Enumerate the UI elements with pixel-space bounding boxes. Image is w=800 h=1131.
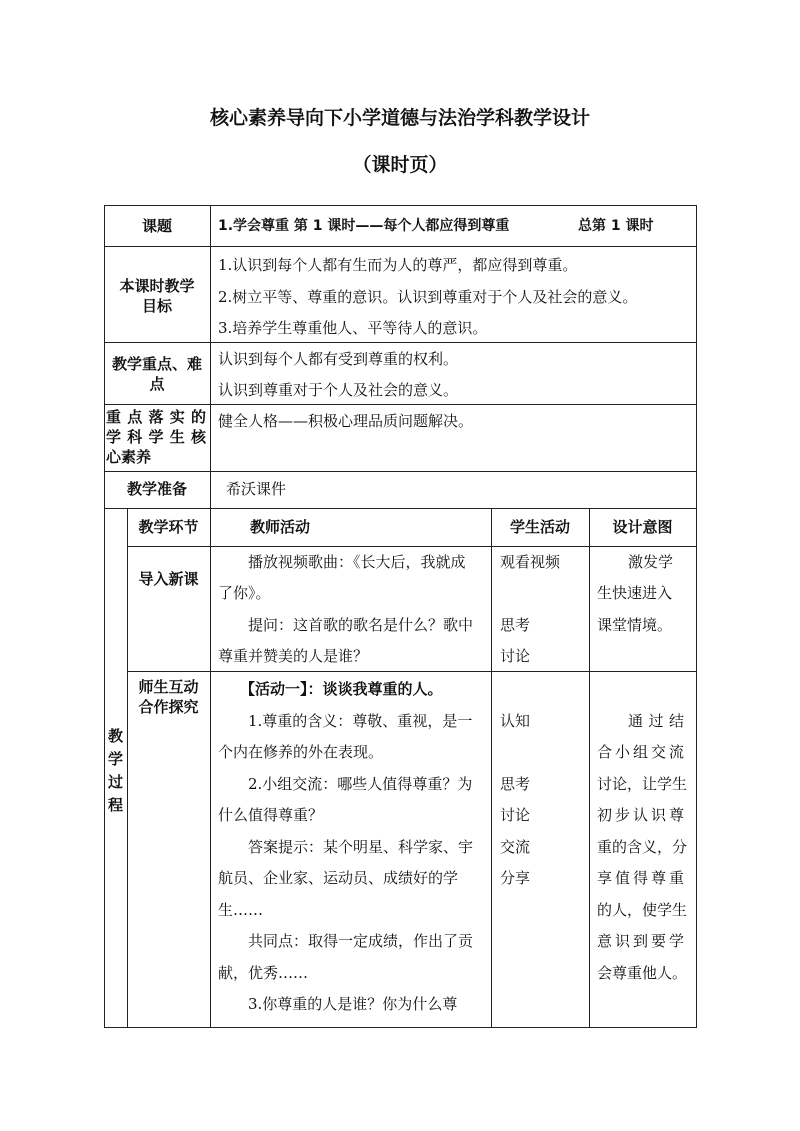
explore-intent-8: 意识到要学 [597,932,684,950]
explore-intent-4: 初步认识尊 [597,806,684,824]
intro-teacher-line-3: 提问：这首歌的歌名是什么？歌中 [248,616,474,634]
explore-teacher-line-1: 1.尊重的含义：尊敬、重视，是一 [248,712,473,730]
explore-teacher-line-7: 生…… [218,901,264,919]
intro-student-3: 讨论 [500,647,531,665]
explore-student-5: 分享 [500,869,531,887]
preparation-value: 希沃课件 [226,480,287,498]
intro-teacher-line-1: 播放视频歌曲：《长大后，我就成 [248,553,466,571]
explore-student-1: 认知 [500,712,531,730]
intro-intent-2: 生快速进入 [597,584,673,602]
intro-intent-3: 课堂情境。 [597,616,673,634]
explore-student-3: 讨论 [500,806,531,824]
header-design-intent: 设计意图 [612,518,673,536]
document-subtitle: （课时页） [352,154,448,176]
explore-intent-2: 合小组交流 [597,743,684,761]
explore-student-2: 思考 [500,775,531,793]
document-title: 核心素养导向下小学道德与法治学科教学设计 [209,107,590,129]
explore-intent-5: 重的含义，分 [597,838,688,856]
intro-teacher-line-2: 了你》。 [218,584,271,602]
explore-intent-1: 通过结 [628,712,684,730]
header-student-activity: 学生活动 [509,518,570,536]
explore-teacher-line-3: 2.小组交流：哪些人值得尊重？为 [248,775,473,793]
explore-intent-6: 享值得尊重 [597,869,684,887]
header-stage: 教学环节 [138,518,199,536]
explore-intent-3: 讨论，让学生 [597,775,688,793]
activity-one-title: 【活动一】：谈谈我尊重的人。 [240,680,443,698]
intro-student-2: 思考 [500,616,531,634]
intro-teacher-line-4: 尊重并赞美的人是谁？ [218,647,369,665]
explore-teacher-line-2: 个内在修养的外在表现。 [218,743,384,761]
core-literacy-value: 健全人格——积极心理品质问题解决。 [218,412,474,430]
stage-explore: 师生互动 合作探究 [138,678,199,716]
topic-total: 总第 1 课时 [578,218,654,234]
explore-teacher-line-9: 献，优秀…… [218,964,309,982]
key-point-1: 认识到每个人都有受到尊重的权利。 [218,350,459,368]
intro-intent-1: 激发学 [628,553,674,571]
preparation-label: 教学准备 [126,480,187,498]
header-teacher-activity: 教师活动 [250,518,311,536]
stage-intro: 导入新课 [138,570,199,588]
goal-2: 2.树立平等、尊重的意识。认识到尊重对于个人及社会的意义。 [218,288,638,306]
explore-teacher-line-4: 什么值得尊重？ [218,806,324,824]
topic-value: 1.学会尊重 第 1 课时——每个人都应得到尊重 [218,218,510,234]
goal-1: 1.认识到每个人都有生而为人的尊严，都应得到尊重。 [218,256,578,274]
intro-student-1: 观看视频 [500,553,561,571]
explore-teacher-line-10: 3.你尊重的人是谁？你为什么尊 [248,995,458,1013]
goals-label: 本课时教学 目标 [119,277,195,315]
explore-teacher-line-5: 答案提示：某个明星、科学家、宇 [248,838,474,856]
teaching-process-label: 教 学 过 程 [107,727,123,814]
explore-teacher-line-8: 共同点：取得一定成绩，作出了贡 [248,932,474,950]
explore-student-4: 交流 [500,838,531,856]
explore-intent-9: 会尊重他人。 [597,964,688,982]
goal-3: 3.培养学生尊重他人、平等待人的意识。 [218,319,488,337]
core-literacy-label: 重点落实的 学科学生核 心素养 [106,408,206,466]
explore-intent-7: 的人，使学生 [597,901,688,919]
key-point-2: 认识到尊重对于个人及社会的意义。 [218,381,459,399]
explore-teacher-line-6: 航员、企业家、运动员、成绩好的学 [218,869,459,887]
topic-label: 课题 [141,217,172,235]
key-points-label: 教学重点、难 点 [111,355,202,393]
